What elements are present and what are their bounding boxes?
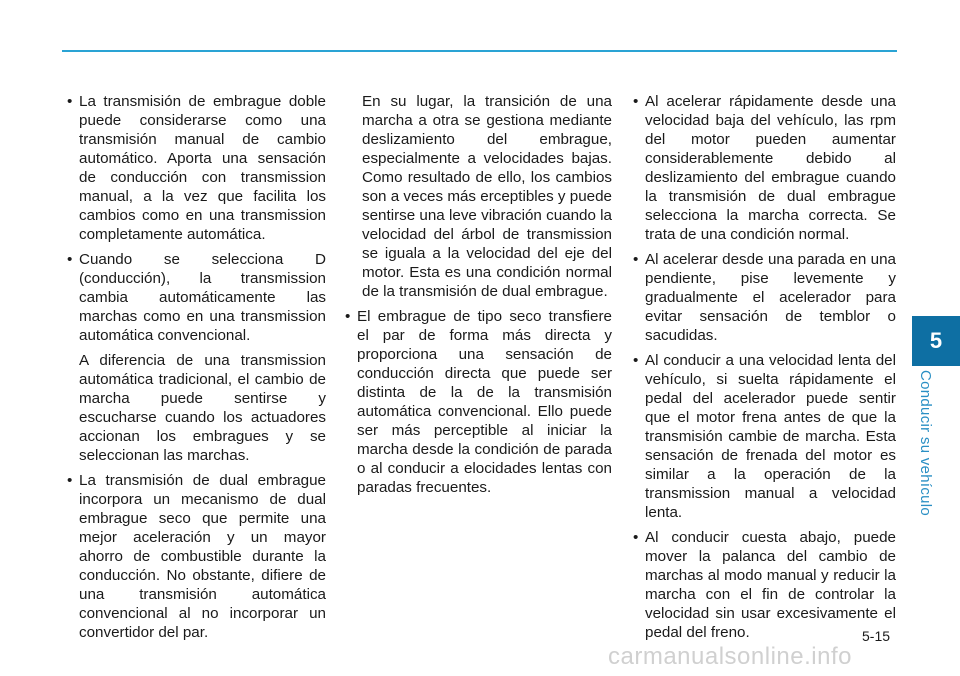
page-number: 5-15 (862, 628, 891, 644)
paragraph: A diferencia de una transmission automática tradicional, el cambio de marcha puede sentirse y escucharse cuando los actuadores accionan los embragues y se seleccionan las marchas. (79, 352, 326, 464)
bullet-item: • Al acelerar desde una parada en una pendiente, pise levemente y gradualmente el acelerador para evitar sensación de temblor o sacudidas. (628, 250, 896, 345)
bullet-item: • Al conducir cuesta abajo, puede mover la palanca del cambio de marchas al modo manual y reducir la marcha con el fin de controlar la velocidad sin usar excesivamente el pedal del freno. (628, 528, 896, 642)
text-column-2 (340, 92, 612, 503)
chapter-title: Conducir su vehículo (917, 370, 934, 517)
bullet-item: • La transmisión de dual embrague incorpora un mecanismo de dual embrague seco que permite una mejor aceleración y un mayor ahorro de combustible durante la conducción. No obstante, difiere de una transmisión automática convencional al no incorporar un convertidor del par. (62, 471, 326, 642)
paragraph: En su lugar, la transición de una marcha a otra se gestiona mediante deslizamiento del embrague, especialmente a velocidades bajas. Como resultado de ello, los cambios son a veces más erceptibles y puede sentirse una leve vibración cuando la velocidad del árbol de transmission se iguala a la velocidad del eje del motor. Esta es una condición normal de la transmisión de dual embrague. (362, 93, 612, 300)
text-column-3 (628, 92, 896, 648)
header-rule (62, 50, 897, 52)
bullet-item: • Al acelerar rápidamente desde una velocidad baja del vehículo, las rpm del motor pueden aumentar considerablemente debido al deslizamiento del embrague cuando la transmisión de dual embrague selecciona la marcha correcta. Se trata de una condición normal. (628, 92, 896, 244)
bullet-item: • El embrague de tipo seco transfiere el par de forma más directa y proporciona una sensación de conducción directa que puede ser distinta de la de la transmisión automática convencional. Ello puede ser más perceptible al iniciar la marcha desde la condición de parada o al conducir a elocidades lentas con paradas frecuentes. (340, 307, 612, 497)
bullet-item: • Cuando se selecciona D (conducción), la transmission cambia automáticamente las marchas como en una transmission automática convencional. (62, 250, 326, 345)
bullet-item: • La transmisión de embrague doble puede considerarse como una transmisión manual de cambio automático. Aporta una sensación de conducción con transmission manual, a la vez que facilita los cambios como en una transmission completamente automática. (62, 92, 326, 244)
bullet-item: • Al conducir a una velocidad lenta del vehículo, si suelta rápidamente el pedal del acelerador puede sentir que el motor frena antes de que la transmisión cambie de marcha. Esta sensación de frenada del motor es similar a la operación de la transmission manual a velocidad lenta. (628, 351, 896, 522)
watermark: carmanualsonline.info (608, 643, 852, 670)
chapter-number-tab: 5 (912, 316, 960, 366)
text-column-1 (62, 92, 326, 648)
